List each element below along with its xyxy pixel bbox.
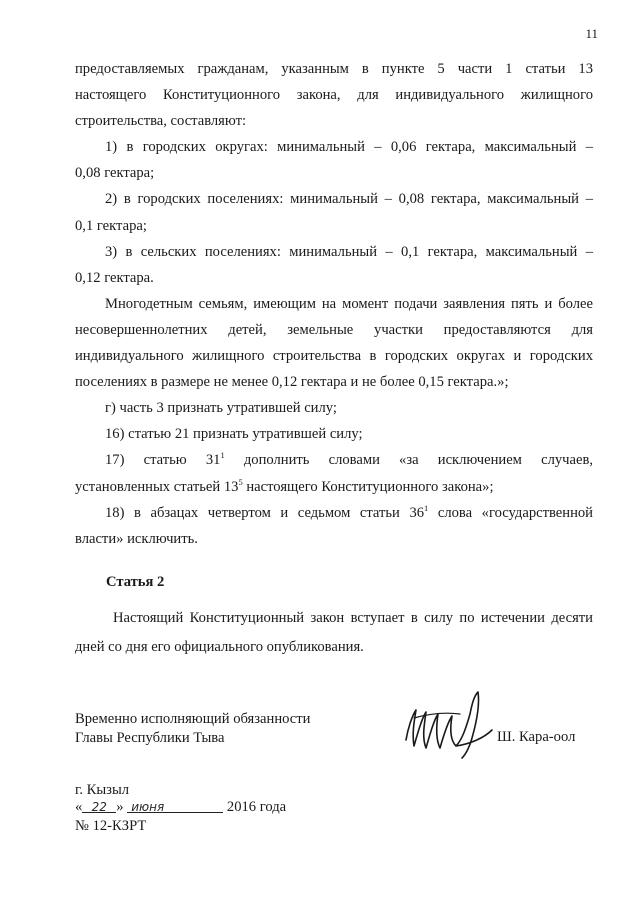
item-17-line1 — [75, 447, 593, 473]
date-year: 2016 года — [226, 799, 287, 815]
article-2-heading: Статья 2 — [106, 574, 165, 590]
document-number: № 12-КЗРТ — [75, 818, 147, 834]
paragraph-intro-line2: настоящего Конституционного закона, для индивидуального жилищного — [75, 87, 593, 104]
item-16: 16) статью 21 признать утратившей силу; — [105, 426, 363, 443]
article-2-text — [75, 604, 593, 661]
list-item-2-line2: 0,1 гектара; — [75, 217, 147, 234]
item-g: г) часть 3 признать утратившей силу; — [105, 400, 337, 417]
item-18-text-a: 18) в абзацах четвертом и седьмом статьи 36 — [105, 504, 425, 521]
superscript: 1 — [424, 502, 429, 513]
handwritten-signature — [400, 688, 496, 762]
item-18-line1 — [75, 500, 593, 526]
item-18-text-b: слова «государственной — [428, 504, 593, 521]
list-item-2-line1: 2) в городских поселениях: минимальный – 0,08 гектара, максимальный – — [105, 191, 593, 208]
item-18-line2: власти» исключить. — [75, 530, 198, 547]
paragraph-intro-line3: строительства, составляют: — [75, 113, 247, 130]
large-families-line2: несовершеннолетних детей, земельные участки предоставляются для — [75, 321, 593, 338]
signatory-position-line1: Временно исполняющий обязанности — [75, 711, 311, 727]
superscript: 5 — [238, 476, 243, 487]
item-17-line2 — [75, 474, 593, 500]
date-of-signing — [75, 798, 286, 817]
signatory-name: Ш. Кара-оол — [497, 729, 576, 745]
list-item-1-line2: 0,08 гектара; — [75, 165, 155, 182]
article-2-text-line1: Настоящий Конституционный закон вступает в силу по истечении десяти — [113, 610, 593, 626]
signatory-position-line2: Главы Республики Тыва — [75, 730, 225, 746]
page-number: 11 — [585, 26, 598, 41]
document-body — [75, 56, 593, 552]
item-17-text-a: 17) статью 31 — [105, 452, 221, 469]
place-of-signing: г. Кызыл — [75, 782, 130, 798]
list-item-1-line1: 1) в городских округах: минимальный – 0,06 гектара, максимальный – — [105, 139, 593, 156]
item-17-text-b: дополнить словами «за исключением случаев, — [224, 452, 593, 469]
superscript: 1 — [220, 450, 225, 461]
large-families-line3: индивидуального жилищного строительства в городских округах и городских — [75, 348, 593, 365]
item-17-text-d: настоящего Конституционного закона»; — [242, 478, 494, 495]
article-2-text-line2: дней со дня его официального опубликования. — [75, 638, 364, 655]
date-day: 22 — [82, 798, 116, 813]
paragraph-intro-line1: предоставляемых гражданам, указанным в пункте 5 части 1 статьи 13 — [75, 61, 593, 77]
list-item-3-line2: 0,12 гектара. — [75, 269, 154, 286]
list-item-3-line1: 3) в сельских поселениях: минимальный – 0,1 гектара, максимальный – — [105, 243, 593, 260]
item-17-text-c: установленных статьей 13 — [75, 478, 239, 495]
large-families-line4: поселениях в размере не менее 0,12 гектара и не более 0,15 гектара.»; — [75, 374, 509, 391]
date-open-quote: « — [75, 799, 83, 815]
large-families-line1: Многодетным семьям, имеющим на момент подачи заявления пять и более — [105, 295, 593, 312]
signatory-position — [75, 710, 310, 748]
date-month: июня — [127, 798, 223, 813]
date-close-quote: » — [116, 799, 124, 815]
